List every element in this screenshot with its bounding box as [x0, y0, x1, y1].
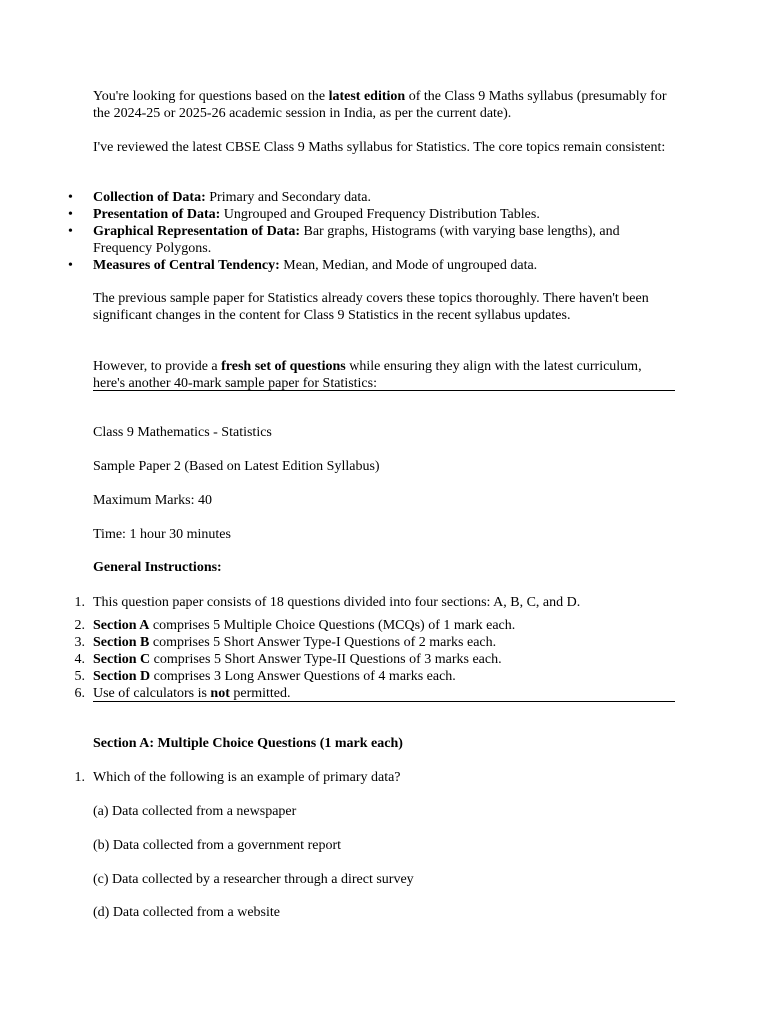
list-number: 5.: [74, 669, 85, 684]
horizontal-divider: [93, 390, 675, 391]
paper-subtitle: Sample Paper 2 (Based on Latest Edition Syllabus): [93, 459, 380, 474]
instructions-heading: General Instructions:: [93, 560, 222, 575]
topic-label: Presentation of Data:: [93, 207, 221, 222]
answer-option: (a) Data collected from a newspaper: [93, 804, 297, 819]
instruction-text: Use of calculators is: [93, 686, 211, 701]
topic-label: Graphical Representation of Data:: [93, 224, 300, 239]
answer-option: (d) Data collected from a website: [93, 905, 280, 920]
instruction-item: [74, 651, 675, 668]
instruction-emphasis: not: [210, 686, 230, 701]
intro-emphasis: latest edition: [328, 89, 406, 104]
intro-text: You're looking for questions based on the: [93, 89, 329, 104]
intro-paragraph-2: I've reviewed the latest CBSE Class 9 Maths syllabus for Statistics. The core topics remain consistent:: [93, 140, 666, 155]
list-number: 4.: [74, 652, 85, 667]
topic-item: [68, 257, 675, 274]
instruction-item: [74, 594, 675, 611]
paragraph-emphasis: fresh set of questions: [221, 359, 346, 374]
instruction-item: [74, 668, 675, 685]
paragraph-previous-paper: The previous sample paper for Statistics already covers these topics thoroughly. There haven't been significant changes in the content for Class 9 Statistics in the recent syllabus updates.: [93, 291, 649, 323]
instruction-item: [74, 685, 675, 702]
bullet-icon: •: [68, 207, 73, 222]
paragraph-fresh-set: [93, 358, 675, 392]
instruction-item: [74, 634, 675, 651]
topic-text: Primary and Secondary data.: [205, 190, 371, 205]
answer-option: (b) Data collected from a government report: [93, 838, 342, 853]
bullet-icon: •: [68, 190, 73, 205]
topic-text: Bar graphs, Histograms (with varying base lengths), and Frequency Polygons.: [93, 224, 620, 256]
topic-text: Mean, Median, and Mode of ungrouped data.: [279, 258, 538, 273]
instruction-section-label: Section B: [93, 635, 150, 650]
bullet-icon: •: [68, 224, 73, 239]
instruction-section-label: Section A: [93, 618, 150, 633]
instruction-text: comprises 3 Long Answer Questions of 4 marks each.: [150, 669, 456, 684]
paragraph-text: while ensuring they align with the latest curriculum, here's another 40-mark sample paper for Statistics:: [93, 359, 642, 391]
topic-label: Collection of Data:: [93, 190, 206, 205]
question-number: 1.: [74, 770, 85, 785]
instruction-section-label: Section C: [93, 652, 151, 667]
paper-title: Class 9 Mathematics - Statistics: [93, 425, 272, 440]
intro-text: of the Class 9 Maths syllabus (presumably for the 2024-25 or 2025-26 academic session in India, as per the current date).: [93, 89, 667, 121]
list-number: 3.: [74, 635, 85, 650]
intro-paragraph-1: [93, 88, 675, 122]
paragraph-text: However, to provide a: [93, 359, 222, 374]
instruction-text: comprises 5 Short Answer Type-I Questions of 2 marks each.: [149, 635, 497, 650]
list-number: 2.: [74, 618, 85, 633]
section-a-heading: Section A: Multiple Choice Questions (1 mark each): [93, 736, 403, 751]
topic-label: Measures of Central Tendency:: [93, 258, 280, 273]
topic-item: [68, 189, 675, 206]
bullet-icon: •: [68, 258, 73, 273]
instruction-text: This question paper consists of 18 questions divided into four sections: A, B, C, and D.: [93, 595, 581, 610]
instruction-text: permitted.: [229, 686, 291, 701]
list-number: 6.: [74, 686, 85, 701]
answer-option: (c) Data collected by a researcher through a direct survey: [93, 872, 414, 887]
topic-item: [68, 206, 675, 223]
paper-max-marks: Maximum Marks: 40: [93, 493, 212, 508]
instruction-text: comprises 5 Multiple Choice Questions (MCQs) of 1 mark each.: [149, 618, 516, 633]
topic-text: Ungrouped and Grouped Frequency Distribution Tables.: [220, 207, 540, 222]
question-text: Which of the following is an example of primary data?: [93, 770, 401, 785]
instruction-section-label: Section D: [93, 669, 151, 684]
instruction-item: [74, 617, 675, 634]
topic-item: [68, 223, 675, 257]
list-number: 1.: [74, 595, 85, 610]
horizontal-divider: [93, 701, 675, 702]
instruction-text: comprises 5 Short Answer Type-II Questions of 3 marks each.: [150, 652, 502, 667]
question-item: [74, 769, 675, 786]
paper-time: Time: 1 hour 30 minutes: [93, 527, 231, 542]
